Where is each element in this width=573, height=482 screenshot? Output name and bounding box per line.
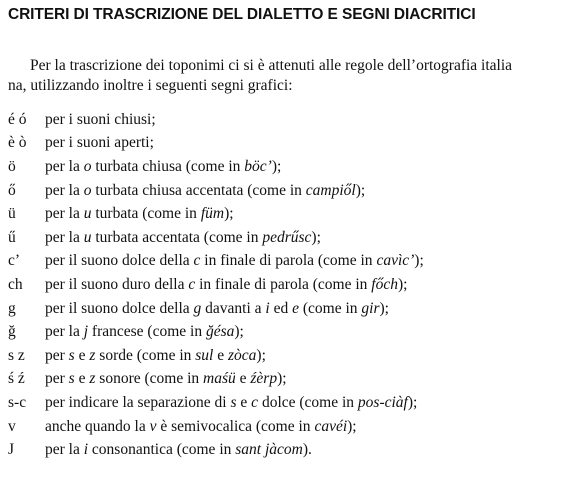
rule-text: ed xyxy=(269,299,293,317)
rule-example: i xyxy=(265,299,270,317)
rule-text: ); xyxy=(379,299,389,317)
rule-text: e xyxy=(235,370,251,388)
rule-example: c xyxy=(188,275,196,293)
diacritic-rule xyxy=(8,226,568,250)
rule-text: per la xyxy=(45,157,84,175)
rule-symbol: ö xyxy=(8,157,16,175)
diacritic-rule xyxy=(8,132,568,156)
intro-line-1: Per la trascrizione dei toponimi ci si è attenuti alle regole dell’ortografia italia xyxy=(30,57,513,74)
rule-example: maśü xyxy=(203,370,236,388)
diacritic-rule xyxy=(8,297,568,321)
rule-symbol: ğ xyxy=(8,323,16,341)
diacritic-rule xyxy=(8,391,568,415)
rule-example: zòca xyxy=(228,346,257,364)
rule-symbol: ű xyxy=(8,228,16,246)
rule-description xyxy=(45,205,234,223)
rule-text: ); xyxy=(414,252,424,270)
rule-text: e xyxy=(236,393,252,411)
rule-example: v xyxy=(149,417,157,435)
rule-text: per xyxy=(45,346,69,364)
rule-text: ); xyxy=(277,370,287,388)
diacritic-rule xyxy=(8,179,568,203)
rule-symbol: é ó xyxy=(8,110,27,128)
rule-example: o xyxy=(83,157,92,175)
rule-example: böc’ xyxy=(244,157,272,175)
diacritic-rule xyxy=(8,438,568,462)
diacritic-rule xyxy=(8,202,568,226)
rule-text: consonantica (come in xyxy=(88,441,236,459)
rule-example: j xyxy=(83,323,89,341)
rule-text: per la xyxy=(45,323,84,341)
intro-paragraph xyxy=(8,56,573,96)
rule-example: i xyxy=(83,441,89,459)
diacritic-rule xyxy=(8,368,568,392)
rule-example: cavìc’ xyxy=(376,252,415,270)
rule-text: dolce (come in xyxy=(258,393,358,411)
rule-text: francese (come in xyxy=(88,323,206,341)
rule-text: per il suono duro della xyxy=(45,275,189,293)
rule-symbol: c’ xyxy=(8,252,21,270)
rule-symbol: è ò xyxy=(8,134,27,152)
rule-example: campiől xyxy=(305,181,356,199)
rule-description xyxy=(45,252,424,270)
rule-description xyxy=(45,347,266,365)
rule-text: ); xyxy=(397,275,408,293)
rule-text: turbata (come in xyxy=(91,205,201,223)
rule-text: per i suoni aperti; xyxy=(45,134,154,152)
diacritic-rule xyxy=(8,344,568,368)
rule-example: ğésa xyxy=(205,323,235,341)
rule-description xyxy=(45,182,365,200)
rule-text: ); xyxy=(355,181,366,199)
rule-text: è semivocalica (come in xyxy=(156,417,315,435)
rule-text: sorde (come in xyxy=(95,346,196,364)
rule-text: per la xyxy=(45,205,84,223)
rule-symbol: J xyxy=(8,441,15,459)
rule-example: z xyxy=(89,346,96,364)
rule-example: s xyxy=(68,370,75,388)
rule-example: o xyxy=(83,181,92,199)
rule-example: s xyxy=(230,393,237,411)
diacritic-rule xyxy=(8,415,568,439)
rule-description xyxy=(45,229,321,247)
rule-example: e xyxy=(292,299,299,317)
rule-symbol: ch xyxy=(8,275,23,293)
rule-text: in finale di parola (come in xyxy=(195,275,372,293)
rule-description xyxy=(45,323,244,341)
rule-text: per la xyxy=(45,181,84,199)
rule-symbol: v xyxy=(8,417,16,435)
rule-text: anche quando la xyxy=(45,417,150,435)
rule-text: ); xyxy=(311,228,321,246)
diacritic-rule xyxy=(8,108,568,132)
rule-description xyxy=(45,111,156,129)
rule-text: ); xyxy=(407,393,418,411)
rule-text: per indicare la separazione di xyxy=(45,393,231,411)
rule-description xyxy=(45,134,154,152)
rule-example: g xyxy=(193,299,202,317)
rule-text: ); xyxy=(234,323,244,341)
rule-text: per il suono dolce della xyxy=(45,252,194,270)
rule-text: in finale di parola (come in xyxy=(200,252,377,270)
rule-symbol: s-c xyxy=(8,393,27,411)
rule-text: ); xyxy=(224,205,234,223)
rule-text: turbata chiusa accentata (come in xyxy=(91,181,306,199)
rule-text: ); xyxy=(256,346,266,364)
rule-example: pedrűsc xyxy=(262,228,312,246)
rule-description xyxy=(45,300,389,318)
intro-line-2: na, utilizzando inoltre i seguenti segni grafici: xyxy=(8,77,293,94)
rule-symbol: ő xyxy=(8,181,16,199)
rule-example: s xyxy=(68,346,75,364)
diacritics-list xyxy=(8,108,568,462)
rule-description xyxy=(45,418,357,436)
rule-text: sonore (come in xyxy=(95,370,204,388)
rule-text: ); xyxy=(271,157,282,175)
rule-text: per il suono dolce della xyxy=(45,299,194,317)
rule-text: (come in xyxy=(298,299,362,317)
rule-example: főch xyxy=(371,275,398,293)
rule-description xyxy=(45,441,312,459)
rule-text: ). xyxy=(302,441,312,459)
rule-example: c xyxy=(193,252,201,270)
rule-example: füm xyxy=(200,205,225,223)
rule-text: e xyxy=(213,346,228,364)
rule-text: davanti a xyxy=(201,299,266,317)
rule-example: c xyxy=(251,393,259,411)
diacritic-rule xyxy=(8,155,568,179)
rule-symbol: s z xyxy=(8,346,25,364)
rule-text: e xyxy=(74,370,90,388)
rule-example: gir xyxy=(361,299,380,317)
rule-description xyxy=(45,370,287,388)
rule-text: per xyxy=(45,370,69,388)
rule-description xyxy=(45,158,281,176)
rule-example: pos-ciàf xyxy=(357,393,408,411)
rule-example: u xyxy=(83,205,92,223)
rule-example: sul xyxy=(195,346,214,364)
rule-text: per i suoni chiusi; xyxy=(45,110,156,128)
rule-example: u xyxy=(83,228,92,246)
rule-text: e xyxy=(74,346,90,364)
rule-symbol: g xyxy=(8,299,16,317)
rule-text: ); xyxy=(347,417,357,435)
rule-example: źèrp xyxy=(250,370,278,388)
rule-description xyxy=(45,276,407,294)
rule-symbol: ü xyxy=(8,205,16,223)
rule-text: turbata chiusa (come in xyxy=(91,157,245,175)
page-title: CRITERI DI TRASCRIZIONE DEL DIALETTO E SEGNI DIACRITICI xyxy=(8,6,476,23)
rule-example: z xyxy=(89,370,96,388)
rule-text: per la xyxy=(45,441,84,459)
rule-text: turbata accentata (come in xyxy=(91,228,263,246)
rule-description xyxy=(45,394,417,412)
diacritic-rule xyxy=(8,320,568,344)
diacritic-rule xyxy=(8,273,568,297)
diacritic-rule xyxy=(8,250,568,274)
rule-text: per la xyxy=(45,228,84,246)
rule-symbol: ś ź xyxy=(8,370,25,388)
rule-example: sant jàcom xyxy=(235,441,303,459)
rule-example: cavéi xyxy=(314,417,348,435)
